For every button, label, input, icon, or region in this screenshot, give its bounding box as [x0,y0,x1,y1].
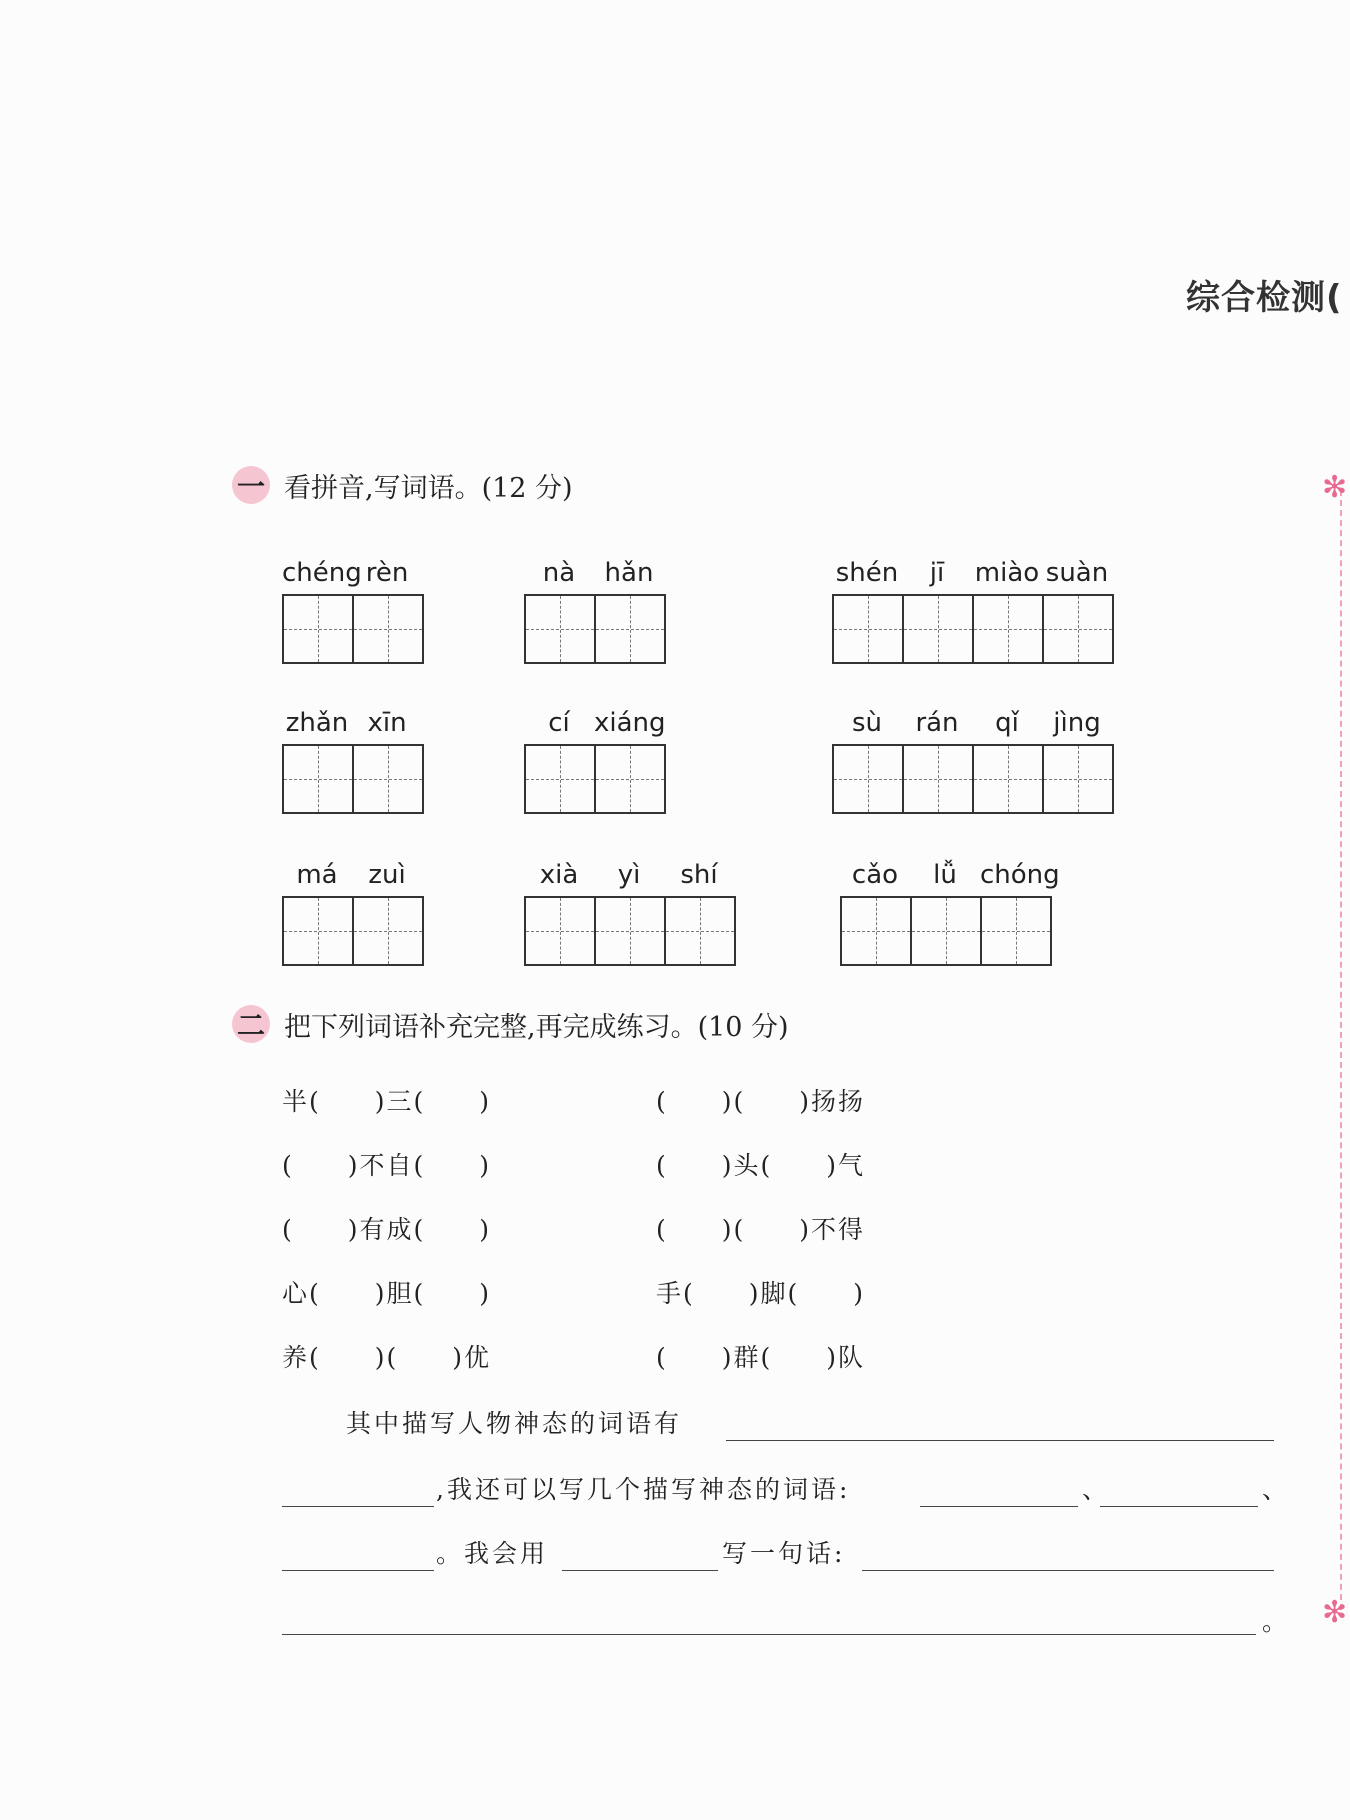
pinyin-syllable: zhǎn [285,708,349,738]
section-2-number: 二 [232,1005,270,1043]
grid-cell[interactable] [596,746,664,812]
answer-blank[interactable] [282,1634,1256,1635]
section-1-heading [232,463,573,507]
idiom-item[interactable]: ( )群( )队 [656,1343,866,1372]
pinyin-syllable: jī [929,558,945,588]
separator-text: 、 [1082,1475,1111,1504]
writing-grid[interactable] [524,594,666,664]
prompt-text: 其中描写人物神态的词语有 [346,1409,683,1438]
grid-cell[interactable] [982,898,1050,964]
grid-cell[interactable] [834,596,904,662]
grid-cell[interactable] [284,898,354,964]
answer-blank[interactable] [1100,1506,1258,1507]
pinyin-syllable: chéng [282,558,362,588]
pinyin-syllable: nà [542,558,576,588]
grid-cell[interactable] [526,898,596,964]
pinyin-item-1 [282,548,424,664]
pinyin-syllable: miào [974,558,1040,588]
prompt-text: ,我还可以写几个描写神态的词语: [436,1475,851,1504]
idiom-item[interactable]: ( )不自( ) [282,1151,492,1180]
grid-cell[interactable] [596,596,664,662]
idiom-item[interactable]: ( )( )扬扬 [656,1087,866,1116]
grid-cell[interactable] [1044,746,1112,812]
idiom-item[interactable]: ( )头( )气 [656,1151,866,1180]
pinyin-item-9 [840,850,1060,966]
pinyin-item-5 [524,698,666,814]
pinyin-item-6 [832,698,1114,814]
page-title: 综合检测( [1186,278,1343,318]
idiom-item[interactable]: 心( )胆( ) [282,1279,492,1308]
answer-blank[interactable] [920,1506,1078,1507]
pinyin-syllable: zuì [368,860,406,890]
writing-grid[interactable] [832,744,1114,814]
grid-cell[interactable] [284,746,354,812]
answer-blank[interactable] [562,1570,718,1571]
pinyin-syllable: yì [617,860,641,890]
pinyin-syllable: shén [835,558,899,588]
grid-cell[interactable] [354,596,422,662]
grid-cell[interactable] [904,746,974,812]
grid-cell[interactable] [1044,596,1112,662]
grid-cell[interactable] [912,898,982,964]
writing-grid[interactable] [524,896,736,966]
pinyin-syllable: xiáng [594,708,666,738]
idiom-item[interactable]: 手( )脚( ) [656,1279,866,1308]
writing-grid[interactable] [282,744,424,814]
pinyin-item-2 [524,548,666,664]
writing-grid[interactable] [282,594,424,664]
pinyin-syllable: hǎn [604,558,654,588]
idiom-item[interactable]: 养( )( )优 [282,1343,492,1372]
answer-blank[interactable] [282,1570,434,1571]
pinyin-item-7 [282,850,424,966]
pinyin-syllable: cǎo [851,860,899,890]
grid-cell[interactable] [284,596,354,662]
pinyin-syllable: rèn [365,558,409,588]
end-mark: 。 [1262,1607,1291,1636]
pinyin-item-4 [282,698,424,814]
idiom-item[interactable]: ( )有成( ) [282,1215,492,1244]
star-icon: ✻ [1322,1595,1348,1630]
prompt-text: 。我会用 [436,1539,549,1568]
grid-cell[interactable] [596,898,666,964]
pinyin-syllable: shí [680,860,718,890]
grid-cell[interactable] [842,898,912,964]
pinyin-syllable: cí [548,708,570,738]
grid-cell[interactable] [834,746,904,812]
separator-text: 、 [1262,1475,1291,1504]
answer-blank[interactable] [862,1570,1274,1571]
answer-blank[interactable] [726,1440,1274,1441]
pinyin-syllable: xīn [367,708,407,738]
pinyin-syllable: suàn [1045,558,1109,588]
writing-grid[interactable] [524,744,666,814]
margin-dashed-line [1340,490,1342,1610]
pinyin-syllable: má [296,860,338,890]
grid-cell[interactable] [974,746,1044,812]
pinyin-syllable: qǐ [995,708,1019,738]
pinyin-item-3 [832,548,1114,664]
idiom-item[interactable]: ( )( )不得 [656,1215,866,1244]
grid-cell[interactable] [354,898,422,964]
writing-grid[interactable] [840,896,1052,966]
section-2-heading [232,1002,789,1046]
grid-cell[interactable] [354,746,422,812]
grid-cell[interactable] [666,898,734,964]
pinyin-syllable: jìng [1053,708,1101,738]
pinyin-syllable: rán [915,708,959,738]
writing-grid[interactable] [282,896,424,966]
pinyin-syllable: lǚ [933,860,957,890]
section-1-number: 一 [232,466,270,504]
star-icon: ✻ [1322,470,1348,505]
grid-cell[interactable] [526,746,596,812]
grid-cell[interactable] [904,596,974,662]
grid-cell[interactable] [526,596,596,662]
pinyin-item-8 [524,850,736,966]
pinyin-syllable: sù [851,708,883,738]
pinyin-syllable: xià [539,860,579,890]
prompt-text: 写一句话: [722,1539,846,1568]
grid-cell[interactable] [974,596,1044,662]
answer-blank[interactable] [282,1506,434,1507]
section-1-title: 看拼音,写词语。(12 分) [284,472,573,504]
pinyin-syllable: chóng [980,860,1060,890]
idiom-item[interactable]: 半( )三( ) [282,1087,492,1116]
section-2-title: 把下列词语补充完整,再完成练习。(10 分) [284,1011,789,1043]
writing-grid[interactable] [832,594,1114,664]
